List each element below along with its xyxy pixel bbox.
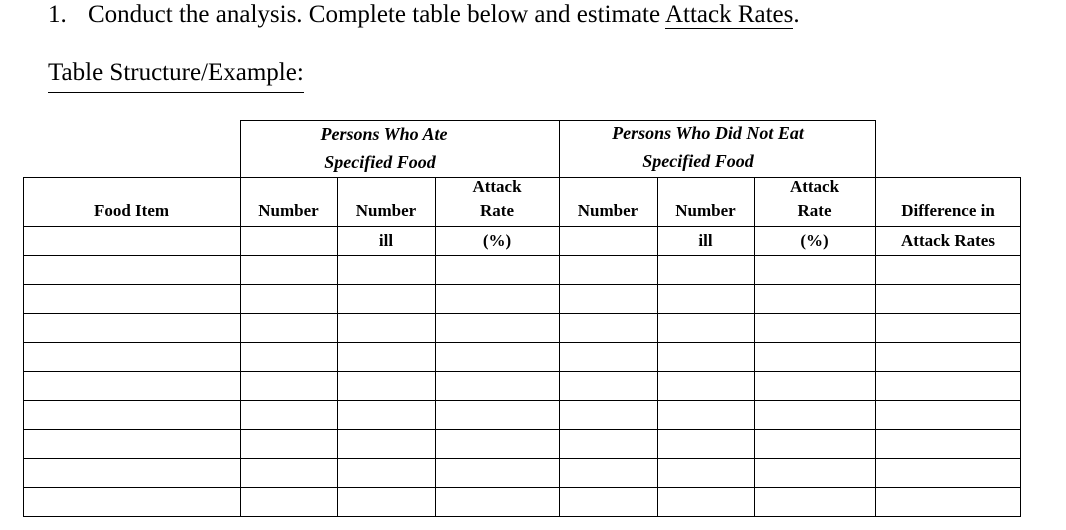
table-row-line (23, 429, 1021, 430)
not-ate-header-line2: Specified Food (642, 151, 754, 171)
col-difference-2: Attack Rates (901, 231, 995, 250)
table-row-line (23, 284, 1021, 285)
table-row-line (23, 313, 1021, 314)
col-ate-attack-rate-3: (%) (482, 231, 512, 250)
col-not-ate-number-ill-1: Number (675, 201, 736, 220)
ate-header-line2: Specified Food (324, 152, 436, 172)
table-column-line (754, 177, 755, 517)
col-not-ate-attack-rate-2: Rate (797, 201, 832, 220)
question-heading (48, 0, 800, 32)
table-column-line (657, 177, 658, 517)
table-column-line (240, 177, 241, 517)
table-column-line (875, 177, 876, 517)
col-difference-1: Difference in (901, 201, 995, 220)
header-bottom-line (23, 255, 1021, 256)
col-not-ate-number: Number (577, 201, 639, 220)
col-ate-attack-rate-2: Rate (480, 201, 514, 220)
group-header-divider (559, 120, 560, 177)
table-row-line (23, 516, 1021, 517)
table-structure-subtitle: Table Structure/Example: (48, 56, 304, 93)
group-header-right-border (875, 120, 876, 177)
table-column-line (435, 177, 436, 517)
table-row-line (23, 342, 1021, 343)
table-row-line (23, 458, 1021, 459)
table-column-line (23, 177, 24, 517)
col-ate-attack-rate-1: Attack (472, 177, 522, 196)
table-column-line (337, 177, 338, 517)
col-not-ate-attack-rate-3: (%) (800, 231, 829, 250)
col-ate-number: Number (258, 201, 319, 220)
question-text: Conduct the analysis. Complete table below and estimate (88, 1, 665, 28)
header-divider-line (23, 226, 1021, 227)
table-row-line (23, 400, 1021, 401)
table-column-line (559, 177, 560, 517)
table-column-line (1020, 177, 1021, 517)
col-not-ate-attack-rate-1: Attack (789, 177, 840, 196)
group-header-left-border (240, 120, 241, 177)
table-row-line (23, 371, 1021, 372)
not-ate-header-line1: Persons Who Did Not Eat (612, 123, 804, 143)
col-ate-number-ill-1: Number (355, 201, 417, 220)
question-underlined-term: Attack Rates (664, 1, 794, 28)
ate-header-line1: Persons Who Ate (320, 124, 448, 144)
col-not-ate-number-ill-2: ill (698, 231, 713, 250)
col-ate-number-ill-2: ill (378, 231, 394, 250)
question-period: . (793, 1, 800, 28)
question-number: 1. (48, 1, 67, 28)
col-food-item: Food Item (93, 201, 170, 220)
table-row-line (23, 487, 1021, 488)
